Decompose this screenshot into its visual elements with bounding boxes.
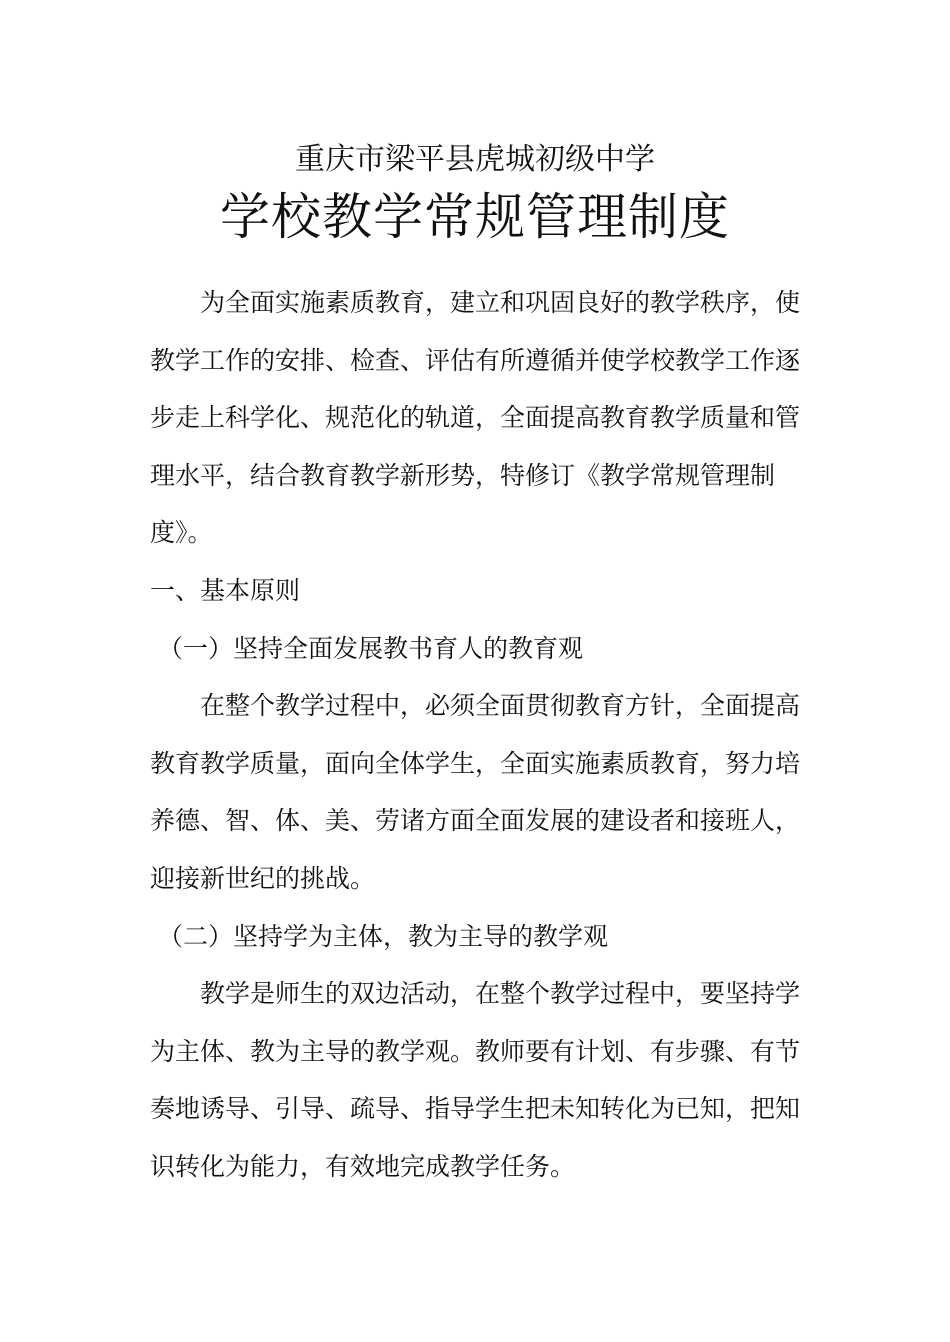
subsection-heading-2: （二）坚持学为主体，教为主导的教学观 (158, 921, 609, 951)
document-body (150, 274, 805, 1196)
subsection-heading-1: （一）坚持全面发展教书育人的教育观 (158, 633, 584, 663)
subsection-paragraph-2: 教学是师生的双边活动，在整个教学过程中，要坚持学为主体、教为主导的教学观。教师要有计划、有步骤、有节奏地诱导、引导、疏导、指导学生把未知转化为已知，把知识转化为能力，有效地完成教学任务。 (150, 979, 801, 1181)
section-heading-basic-principles: 一、基本原则 (150, 575, 301, 605)
school-name: 重庆市梁平县虎城初级中学 (295, 142, 655, 177)
intro-paragraph: 为全面实施素质教育，建立和巩固良好的教学秩序，使教学工作的安排、检查、评估有所遵循并使学校教学工作逐步走上科学化、规范化的轨道，全面提高教育教学质量和管理水平，结合教育教学新形势，特修订《教学常规管理制度》。 (150, 288, 801, 548)
document-title: 学校教学常规管理制度 (220, 188, 730, 246)
subsection-paragraph-1: 在整个教学过程中，必须全面贯彻教育方针，全面提高教育教学质量，面向全体学生，全面实施素质教育，努力培养德、智、体、美、劳诸方面全面发展的建设者和接班人，迎接新世纪的挑战。 (150, 691, 801, 893)
